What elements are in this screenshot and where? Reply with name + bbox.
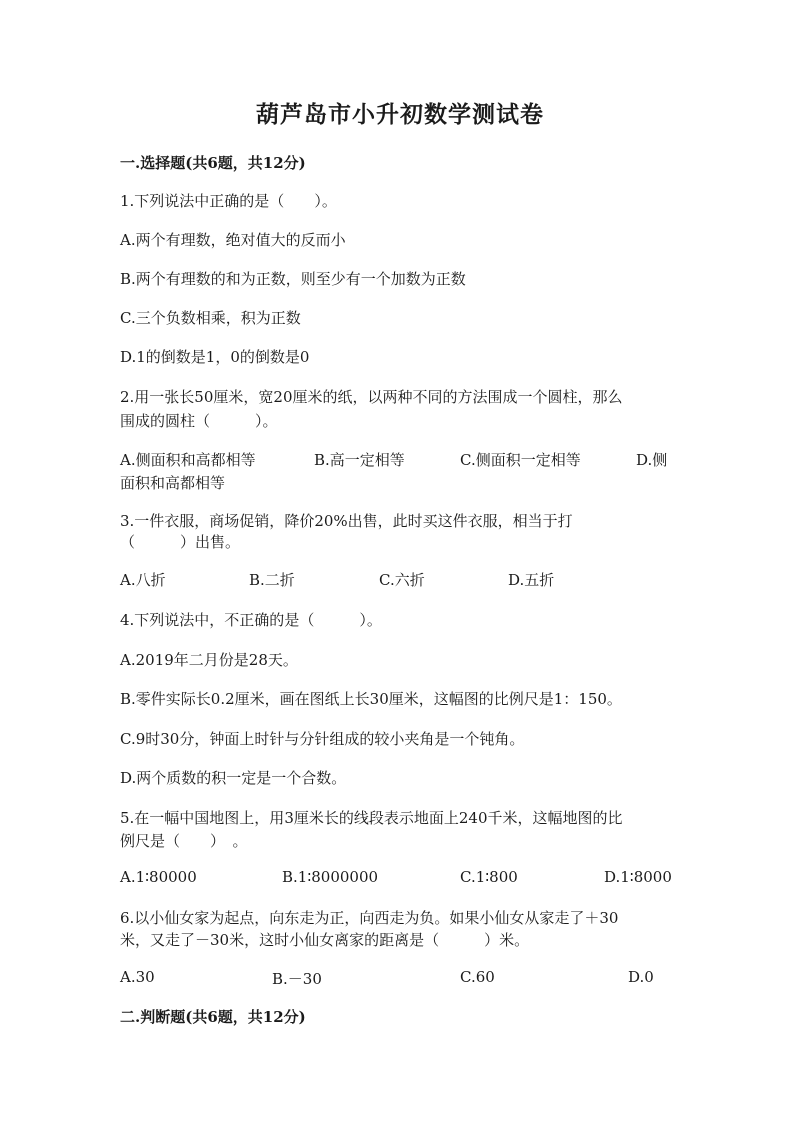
question-5-stem-line-1: 5.在一幅中国地图上，用3厘米长的线段表示地面上240千米，这幅地图的比 xyxy=(120,809,623,827)
page-title: 葫芦岛市小升初数学测试卷 xyxy=(256,101,544,128)
question-6-option-a: A.30 xyxy=(120,968,155,986)
question-6-stem-line-2: 米，又走了－30米，这时小仙女离家的距离是（ ）米。 xyxy=(120,931,530,949)
question-2-option-d-line-2: 面积和高都相等 xyxy=(120,474,226,492)
section-heading-true-false: 二.判断题(共6题，共12分) xyxy=(120,1008,306,1026)
question-2-option-c: C.侧面积一定相等 xyxy=(460,451,581,469)
question-3-option-d: D.五折 xyxy=(508,571,555,589)
question-2-stem-line-1: 2.用一张长50厘米，宽20厘米的纸，以两种不同的方法围成一个圆柱，那么 xyxy=(120,388,623,406)
question-2-option-d-line-1: D.侧 xyxy=(636,451,668,469)
question-1-option-a: A.两个有理数，绝对值大的反而小 xyxy=(120,231,346,249)
question-5-option-c: C.1∶800 xyxy=(460,868,518,886)
question-2-option-b: B.高一定相等 xyxy=(314,451,405,469)
question-3-stem-line-1: 3.一件衣服，商场促销，降价20%出售，此时买这件衣服，相当于打 xyxy=(120,512,573,530)
question-4-option-a: A.2019年二月份是28天。 xyxy=(120,651,298,669)
question-1-option-c: C.三个负数相乘，积为正数 xyxy=(120,309,301,327)
question-3-option-b: B.二折 xyxy=(249,571,295,589)
question-4-stem: 4.下列说法中，不正确的是（ ）。 xyxy=(120,611,382,629)
question-2-option-a: A.侧面积和高都相等 xyxy=(120,451,256,469)
question-6-option-d: D.0 xyxy=(628,968,654,986)
question-4-option-c: C.9时30分，钟面上时针与分针组成的较小夹角是一个钝角。 xyxy=(120,730,525,748)
question-5-option-b: B.1∶8000000 xyxy=(282,868,379,886)
question-6-stem-line-1: 6.以小仙女家为起点，向东走为正，向西走为负。如果小仙女从家走了＋30 xyxy=(120,909,619,927)
question-3-stem-line-2: （ ）出售。 xyxy=(120,533,241,551)
question-6-option-c: C.60 xyxy=(460,968,495,986)
question-3-option-a: A.八折 xyxy=(120,571,166,589)
question-1-stem: 1.下列说法中正确的是（ ）。 xyxy=(120,192,337,210)
question-5-stem-line-2: 例尺是（ ） 。 xyxy=(120,832,248,850)
question-5-option-d: D.1∶8000 xyxy=(604,868,672,886)
question-5-option-a: A.1∶80000 xyxy=(120,868,197,886)
question-2-stem-line-2: 围成的圆柱（ ）。 xyxy=(120,412,278,430)
question-4-option-d: D.两个质数的积一定是一个合数。 xyxy=(120,769,347,787)
section-heading-multiple-choice: 一.选择题(共6题，共12分) xyxy=(120,154,306,172)
question-4-option-b: B.零件实际长0.2厘米，画在图纸上长30厘米，这幅图的比例尺是1：150。 xyxy=(120,690,622,708)
question-1-option-d: D.1的倒数是1，0的倒数是0 xyxy=(120,348,310,366)
question-1-option-b: B.两个有理数的和为正数，则至少有一个加数为正数 xyxy=(120,270,466,288)
question-3-option-c: C.六折 xyxy=(379,571,425,589)
question-6-option-b: B.－30 xyxy=(272,970,322,988)
